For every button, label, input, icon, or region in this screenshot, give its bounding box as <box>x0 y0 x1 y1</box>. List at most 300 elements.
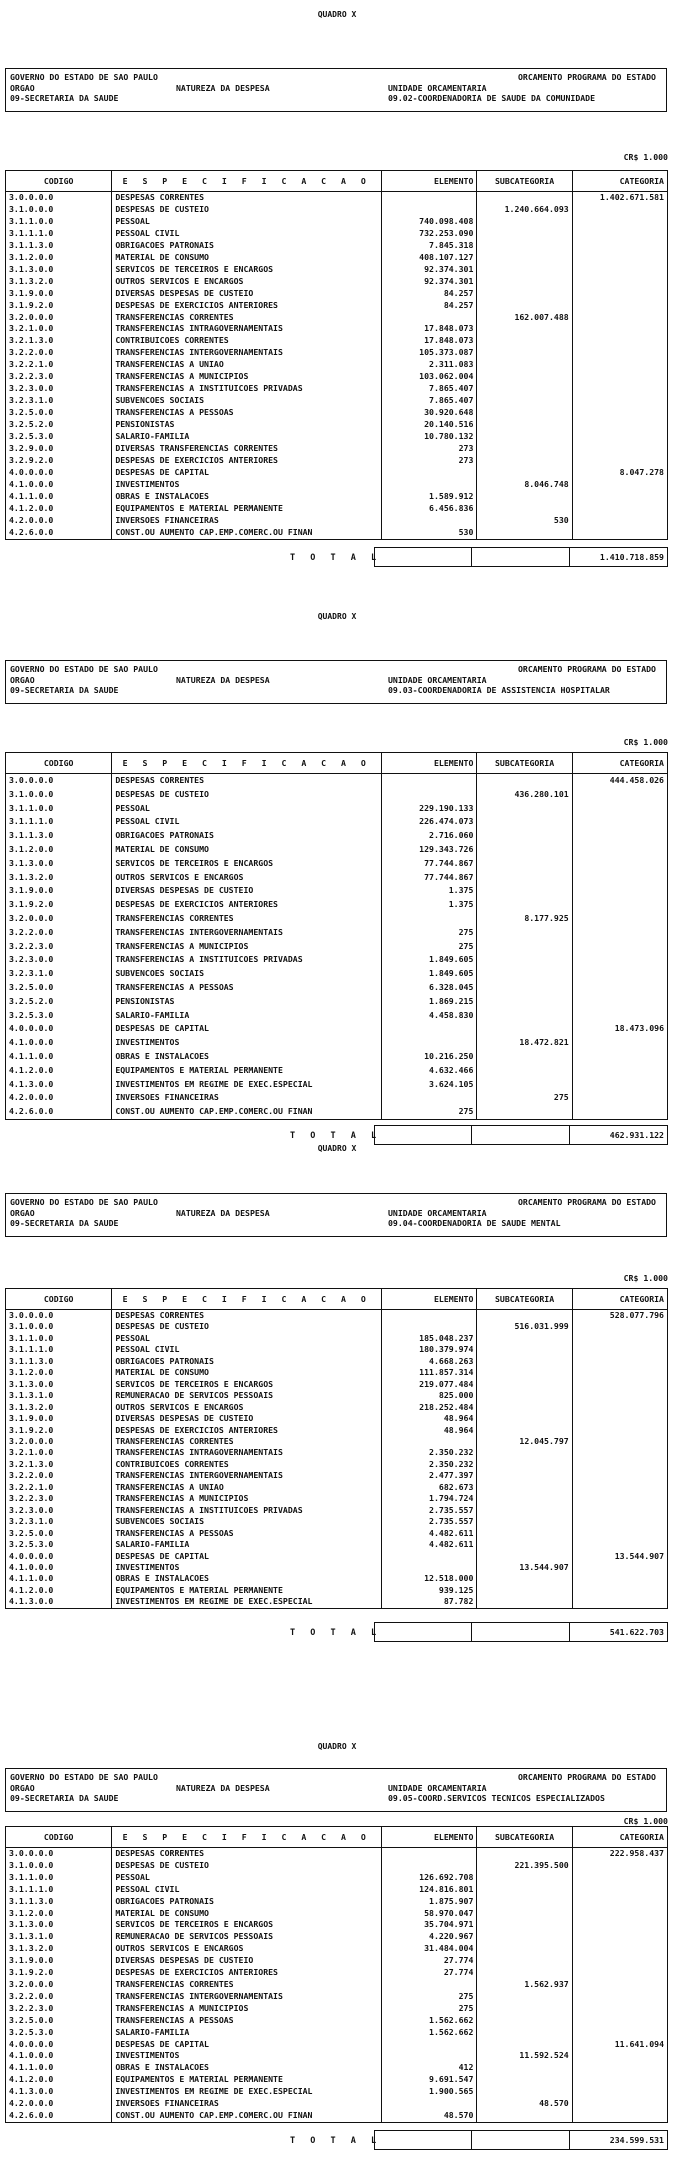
table-row <box>6 1860 668 1872</box>
subcategoria-cell <box>477 2027 572 2039</box>
codigo-cell: 3.1.3.0.0 <box>6 264 112 276</box>
categoria-cell <box>572 2050 667 2062</box>
codigo-cell: 3.1.3.1.0 <box>6 1390 112 1401</box>
categoria-cell <box>572 1105 667 1119</box>
categoria-cell <box>572 240 667 252</box>
categoria-cell <box>572 1896 667 1908</box>
natureza-label: NATUREZA DA DESPESA <box>176 674 270 685</box>
categoria-cell <box>572 491 667 503</box>
categoria-cell <box>572 926 667 940</box>
especificacao-cell: PENSIONISTAS <box>112 995 382 1009</box>
elemento-cell: 275 <box>382 2003 477 2015</box>
table-row <box>6 2074 668 2086</box>
table-row <box>6 1425 668 1436</box>
subcategoria-cell <box>477 1356 572 1367</box>
elemento-cell <box>382 912 477 926</box>
table-row <box>6 1321 668 1332</box>
subcategoria-cell <box>477 1310 572 1322</box>
unidade-value: 09.02-COORDENADORIA DE SAUDE DA COMUNIDADE <box>388 93 596 103</box>
especificacao-cell: DIVERSAS DESPESAS DE CUSTEIO <box>112 288 382 300</box>
elemento-cell <box>382 774 477 788</box>
especificacao-cell: PESSOAL CIVIL <box>112 815 382 829</box>
especificacao-cell: EQUIPAMENTOS E MATERIAL PERMANENTE <box>112 1064 382 1078</box>
categoria-cell <box>572 300 667 312</box>
especificacao-cell: SUBVENCOES SOCIAIS <box>112 1516 382 1527</box>
categoria-cell <box>572 1919 667 1931</box>
especificacao-cell: INVERSOES FINANCEIRAS <box>112 515 382 527</box>
codigo-cell: 3.2.3.1.0 <box>6 395 112 407</box>
especificacao-cell: DIVERSAS TRANSFERENCIAS CORRENTES <box>112 443 382 455</box>
elemento-cell: 1.794.724 <box>382 1493 477 1504</box>
especificacao-cell: TRANSFERENCIAS CORRENTES <box>112 312 382 324</box>
subcategoria-cell <box>477 383 572 395</box>
elemento-cell: 219.077.484 <box>382 1379 477 1390</box>
elemento-cell: 9.691.547 <box>382 2074 477 2086</box>
total-subcategoria <box>472 1623 569 1642</box>
especificacao-cell: OBRAS E INSTALACOES <box>112 491 382 503</box>
especificacao-cell: EQUIPAMENTOS E MATERIAL PERMANENTE <box>112 2074 382 2086</box>
especificacao-cell: INVESTIMENTOS EM REGIME DE EXEC.ESPECIAL <box>112 1596 382 1608</box>
table-row <box>6 1022 668 1036</box>
especificacao-cell: TRANSFERENCIAS CORRENTES <box>112 1979 382 1991</box>
table-row <box>6 1413 668 1424</box>
elemento-cell: 31.484.004 <box>382 1943 477 1955</box>
table-row <box>6 204 668 216</box>
elemento-cell: 275 <box>382 1105 477 1119</box>
subcategoria-cell <box>477 940 572 954</box>
especificacao-cell: PESSOAL <box>112 216 382 228</box>
table-row <box>6 1379 668 1390</box>
elemento-cell: 1.869.215 <box>382 995 477 1009</box>
elemento-cell: 77.744.867 <box>382 857 477 871</box>
codigo-cell: 4.1.0.0.0 <box>6 479 112 491</box>
subcategoria-cell: 8.177.925 <box>477 912 572 926</box>
elemento-cell <box>382 1321 477 1332</box>
table-row <box>6 815 668 829</box>
unidade-value: 09.04-COORDENADORIA DE SAUDE MENTAL <box>388 1218 561 1228</box>
especificacao-cell: EQUIPAMENTOS E MATERIAL PERMANENTE <box>112 1585 382 1596</box>
especificacao-cell: REMUNERACAO DE SERVICOS PESSOAIS <box>112 1931 382 1943</box>
elemento-cell <box>382 515 477 527</box>
categoria-cell: 13.544.907 <box>572 1551 667 1562</box>
subcategoria-cell <box>477 815 572 829</box>
categoria-cell <box>572 1333 667 1344</box>
codigo-cell: 3.2.5.0.0 <box>6 1528 112 1539</box>
elemento-cell: 530 <box>382 527 477 539</box>
categoria-cell: 1.402.671.581 <box>572 192 667 204</box>
especificacao-cell: TRANSFERENCIAS CORRENTES <box>112 912 382 926</box>
categoria-cell <box>572 527 667 539</box>
categoria-cell <box>572 2015 667 2027</box>
total-box <box>374 547 668 567</box>
elemento-cell: 273 <box>382 455 477 467</box>
subcategoria-cell <box>477 1344 572 1355</box>
col-categoria: CATEGORIA <box>572 171 667 192</box>
subcategoria-cell <box>477 981 572 995</box>
table-row <box>6 1908 668 1920</box>
especificacao-cell: DESPESAS DE CAPITAL <box>112 2039 382 2051</box>
subcategoria-cell: 516.031.999 <box>477 1321 572 1332</box>
subcategoria-cell <box>477 1848 572 1860</box>
categoria-cell <box>572 1991 667 2003</box>
categoria-cell <box>572 1321 667 1332</box>
table-row <box>6 788 668 802</box>
quadro-title: QUADRO X <box>317 1742 357 1751</box>
elemento-cell: 408.107.127 <box>382 252 477 264</box>
budget-table <box>5 1288 668 1609</box>
orgao-value: 09-SECRETARIA DA SAUDE <box>10 1218 119 1228</box>
table-row <box>6 940 668 954</box>
categoria-cell <box>572 371 667 383</box>
especificacao-cell: DESPESAS DE EXERCICIOS ANTERIORES <box>112 455 382 467</box>
elemento-cell: 126.692.708 <box>382 1872 477 1884</box>
unidade-label: UNIDADE ORCAMENTARIA <box>388 674 487 685</box>
especificacao-cell: OBRAS E INSTALACOES <box>112 1050 382 1064</box>
subcategoria-cell <box>477 323 572 335</box>
codigo-cell: 4.2.6.0.0 <box>6 527 112 539</box>
table-row <box>6 1482 668 1493</box>
subcategoria-cell <box>477 1943 572 1955</box>
especificacao-cell: DIVERSAS DESPESAS DE CUSTEIO <box>112 1955 382 1967</box>
subcategoria-cell <box>477 1991 572 2003</box>
categoria-cell <box>572 1585 667 1596</box>
table-row <box>6 1333 668 1344</box>
codigo-cell: 3.1.2.0.0 <box>6 1367 112 1378</box>
categoria-cell <box>572 1872 667 1884</box>
especificacao-cell: PESSOAL <box>112 1333 382 1344</box>
categoria-cell: 11.641.094 <box>572 2039 667 2051</box>
especificacao-cell: SALARIO-FAMILIA <box>112 2027 382 2039</box>
subcategoria-cell <box>477 503 572 515</box>
elemento-cell: 103.062.004 <box>382 371 477 383</box>
col-especificacao: E S P E C I F I C A C A O <box>112 171 382 192</box>
governo-label: GOVERNO DO ESTADO DE SAO PAULO <box>10 72 158 82</box>
codigo-cell: 3.2.5.0.0 <box>6 407 112 419</box>
total-box <box>374 1622 668 1642</box>
col-codigo: CODIGO <box>6 753 112 774</box>
header-box <box>5 1768 667 1812</box>
subcategoria-cell <box>477 419 572 431</box>
especificacao-cell: OUTROS SERVICOS E ENCARGOS <box>112 1943 382 1955</box>
codigo-cell: 3.1.2.0.0 <box>6 252 112 264</box>
table-row <box>6 2039 668 2051</box>
elemento-cell: 48.964 <box>382 1425 477 1436</box>
elemento-cell: 180.379.974 <box>382 1344 477 1355</box>
table-row <box>6 1390 668 1401</box>
codigo-cell: 3.2.9.2.0 <box>6 455 112 467</box>
elemento-cell: 2.716.060 <box>382 829 477 843</box>
subcategoria-cell <box>477 1482 572 1493</box>
codigo-cell: 3.1.3.2.0 <box>6 1402 112 1413</box>
elemento-cell: 939.125 <box>382 1585 477 1596</box>
categoria-cell <box>572 515 667 527</box>
codigo-cell: 3.1.0.0.0 <box>6 1860 112 1872</box>
col-elemento: ELEMENTO <box>382 753 477 774</box>
codigo-cell: 3.1.3.0.0 <box>6 1379 112 1390</box>
especificacao-cell: CONST.OU AUMENTO CAP.EMP.COMERC.OU FINAN <box>112 1105 382 1119</box>
codigo-cell: 3.1.9.0.0 <box>6 884 112 898</box>
categoria-cell <box>572 1064 667 1078</box>
table-row <box>6 1078 668 1092</box>
especificacao-cell: OBRIGACOES PATRONAIS <box>112 1356 382 1367</box>
subcategoria-cell <box>477 455 572 467</box>
subcategoria-cell <box>477 2110 572 2122</box>
table-row <box>6 967 668 981</box>
elemento-cell: 1.375 <box>382 884 477 898</box>
codigo-cell: 3.2.3.0.0 <box>6 383 112 395</box>
table-row <box>6 1470 668 1481</box>
subcategoria-cell <box>477 2003 572 2015</box>
table-row <box>6 515 668 527</box>
table-row <box>6 491 668 503</box>
elemento-cell: 92.374.301 <box>382 276 477 288</box>
codigo-cell: 3.2.5.3.0 <box>6 1009 112 1023</box>
categoria-cell <box>572 2098 667 2110</box>
table-row <box>6 1551 668 1562</box>
especificacao-cell: INVESTIMENTOS <box>112 2050 382 2062</box>
subcategoria-cell <box>477 967 572 981</box>
codigo-cell: 3.2.3.0.0 <box>6 953 112 967</box>
categoria-cell <box>572 204 667 216</box>
categoria-cell <box>572 2003 667 2015</box>
categoria-cell <box>572 264 667 276</box>
table-row <box>6 335 668 347</box>
categoria-cell <box>572 407 667 419</box>
especificacao-cell: DESPESAS DE CAPITAL <box>112 467 382 479</box>
categoria-cell <box>572 1516 667 1527</box>
elemento-cell: 7.865.407 <box>382 395 477 407</box>
table-row <box>6 2015 668 2027</box>
especificacao-cell: TRANSFERENCIAS A PESSOAS <box>112 981 382 995</box>
categoria-cell <box>572 216 667 228</box>
especificacao-cell: INVESTIMENTOS EM REGIME DE EXEC.ESPECIAL <box>112 2086 382 2098</box>
codigo-cell: 3.1.3.2.0 <box>6 1943 112 1955</box>
especificacao-cell: DIVERSAS DESPESAS DE CUSTEIO <box>112 1413 382 1424</box>
quadro-title: QUADRO X <box>317 612 357 621</box>
especificacao-cell: PESSOAL CIVIL <box>112 1344 382 1355</box>
subcategoria-cell <box>477 2086 572 2098</box>
codigo-cell: 3.1.0.0.0 <box>6 1321 112 1332</box>
codigo-cell: 3.2.5.0.0 <box>6 981 112 995</box>
col-elemento: ELEMENTO <box>382 1289 477 1310</box>
elemento-cell <box>382 1979 477 1991</box>
especificacao-cell: PESSOAL CIVIL <box>112 228 382 240</box>
especificacao-cell: TRANSFERENCIAS A PESSOAS <box>112 407 382 419</box>
table-row <box>6 898 668 912</box>
especificacao-cell: OUTROS SERVICOS E ENCARGOS <box>112 1402 382 1413</box>
table-header-row <box>6 1827 668 1848</box>
table-row <box>6 1943 668 1955</box>
especificacao-cell: DESPESAS DE CAPITAL <box>112 1551 382 1562</box>
codigo-cell: 3.1.1.3.0 <box>6 1896 112 1908</box>
codigo-cell: 3.1.1.1.0 <box>6 1884 112 1896</box>
especificacao-cell: OBRIGACOES PATRONAIS <box>112 1896 382 1908</box>
subcategoria-cell: 436.280.101 <box>477 788 572 802</box>
total-box <box>374 2130 668 2150</box>
subcategoria-cell <box>477 335 572 347</box>
categoria-cell <box>572 2062 667 2074</box>
categoria-cell <box>572 359 667 371</box>
table-row <box>6 981 668 995</box>
codigo-cell: 3.1.1.1.0 <box>6 228 112 240</box>
especificacao-cell: PESSOAL CIVIL <box>112 1884 382 1896</box>
especificacao-cell: DESPESAS CORRENTES <box>112 192 382 204</box>
codigo-cell: 3.1.9.0.0 <box>6 1955 112 1967</box>
elemento-cell: 27.774 <box>382 1967 477 1979</box>
total-box <box>374 1125 668 1145</box>
elemento-cell <box>382 788 477 802</box>
categoria-cell <box>572 1078 667 1092</box>
codigo-cell: 3.2.5.3.0 <box>6 1539 112 1550</box>
categoria-cell <box>572 829 667 843</box>
categoria-cell <box>572 1425 667 1436</box>
table-row <box>6 1539 668 1550</box>
subcategoria-cell <box>477 1050 572 1064</box>
table-row <box>6 995 668 1009</box>
table-row <box>6 1050 668 1064</box>
header-box <box>5 68 667 112</box>
table-row <box>6 2027 668 2039</box>
subcategoria-cell: 1.562.937 <box>477 1979 572 1991</box>
codigo-cell: 4.1.3.0.0 <box>6 1596 112 1608</box>
subcategoria-cell <box>477 347 572 359</box>
elemento-cell <box>382 2039 477 2051</box>
especificacao-cell: TRANSFERENCIAS INTERGOVERNAMENTAIS <box>112 926 382 940</box>
categoria-cell <box>572 1539 667 1550</box>
especificacao-cell: PESSOAL <box>112 1872 382 1884</box>
elemento-cell: 2.350.232 <box>382 1459 477 1470</box>
total-elemento <box>375 1126 472 1145</box>
categoria-cell <box>572 981 667 995</box>
especificacao-cell: DESPESAS DE CUSTEIO <box>112 204 382 216</box>
codigo-cell: 3.1.1.3.0 <box>6 240 112 252</box>
orcamento-label: ORCAMENTO PROGRAMA DO ESTADO <box>517 1197 656 1207</box>
codigo-cell: 3.2.2.0.0 <box>6 1991 112 2003</box>
codigo-cell: 3.1.3.2.0 <box>6 276 112 288</box>
subcategoria-cell <box>477 1573 572 1584</box>
orgao-value: 09-SECRETARIA DA SAUDE <box>10 1793 119 1803</box>
table-header-row <box>6 753 668 774</box>
codigo-cell: 3.1.1.1.0 <box>6 815 112 829</box>
codigo-cell: 4.1.1.0.0 <box>6 491 112 503</box>
codigo-cell: 3.1.1.0.0 <box>6 1872 112 1884</box>
categoria-cell <box>572 1402 667 1413</box>
codigo-cell: 4.0.0.0.0 <box>6 467 112 479</box>
elemento-cell: 1.589.912 <box>382 491 477 503</box>
table-header-row <box>6 171 668 192</box>
especificacao-cell: MATERIAL DE CONSUMO <box>112 843 382 857</box>
table-row <box>6 843 668 857</box>
table-row <box>6 1991 668 2003</box>
elemento-cell: 1.849.605 <box>382 967 477 981</box>
elemento-cell <box>382 1436 477 1447</box>
categoria-cell <box>572 479 667 491</box>
table-row <box>6 1872 668 1884</box>
unidade-label: UNIDADE ORCAMENTARIA <box>388 1782 487 1793</box>
table-row <box>6 252 668 264</box>
codigo-cell: 3.2.5.3.0 <box>6 431 112 443</box>
table-row <box>6 407 668 419</box>
subcategoria-cell <box>477 1551 572 1562</box>
especificacao-cell: OBRIGACOES PATRONAIS <box>112 829 382 843</box>
natureza-label: NATUREZA DA DESPESA <box>176 1782 270 1793</box>
table-row <box>6 1596 668 1608</box>
table-row <box>6 774 668 788</box>
categoria-cell <box>572 843 667 857</box>
subcategoria-cell: 8.046.748 <box>477 479 572 491</box>
especificacao-cell: TRANSFERENCIAS INTRAGOVERNAMENTAIS <box>112 323 382 335</box>
subcategoria-cell: 48.570 <box>477 2098 572 2110</box>
codigo-cell: 3.2.3.0.0 <box>6 1505 112 1516</box>
col-elemento: ELEMENTO <box>382 171 477 192</box>
subcategoria-cell <box>477 1064 572 1078</box>
categoria-cell <box>572 1470 667 1481</box>
elemento-cell: 273 <box>382 443 477 455</box>
subcategoria-cell <box>477 1596 572 1608</box>
codigo-cell: 3.1.3.0.0 <box>6 857 112 871</box>
table-row <box>6 1919 668 1931</box>
elemento-cell: 229.190.133 <box>382 802 477 816</box>
subcategoria-cell <box>477 2062 572 2074</box>
codigo-cell: 4.1.0.0.0 <box>6 1036 112 1050</box>
elemento-cell: 4.458.830 <box>382 1009 477 1023</box>
table-row <box>6 1367 668 1378</box>
especificacao-cell: SUBVENCOES SOCIAIS <box>112 395 382 407</box>
total-subcategoria <box>472 2131 569 2150</box>
codigo-cell: 3.1.3.2.0 <box>6 871 112 885</box>
subcategoria-cell <box>477 467 572 479</box>
currency-unit: CR$ 1.000 <box>623 1816 668 1826</box>
col-codigo: CODIGO <box>6 1289 112 1310</box>
categoria-cell <box>572 1356 667 1367</box>
categoria-cell <box>572 288 667 300</box>
subcategoria-cell <box>477 443 572 455</box>
table-row <box>6 1402 668 1413</box>
table-row <box>6 1967 668 1979</box>
elemento-cell: 4.668.263 <box>382 1356 477 1367</box>
table-row <box>6 857 668 871</box>
table-row <box>6 431 668 443</box>
especificacao-cell: DESPESAS CORRENTES <box>112 774 382 788</box>
budget-table <box>5 752 668 1120</box>
especificacao-cell: SERVICOS DE TERCEIROS E ENCARGOS <box>112 1379 382 1390</box>
codigo-cell: 3.2.5.2.0 <box>6 995 112 1009</box>
elemento-cell <box>382 1310 477 1322</box>
categoria-cell <box>572 1036 667 1050</box>
codigo-cell: 3.1.9.0.0 <box>6 288 112 300</box>
codigo-cell: 3.2.2.0.0 <box>6 926 112 940</box>
elemento-cell: 218.252.484 <box>382 1402 477 1413</box>
subcategoria-cell <box>477 1884 572 1896</box>
especificacao-cell: INVERSOES FINANCEIRAS <box>112 2098 382 2110</box>
categoria-cell <box>572 228 667 240</box>
table-row <box>6 1036 668 1050</box>
codigo-cell: 4.1.3.0.0 <box>6 1078 112 1092</box>
col-especificacao: E S P E C I F I C A C A O <box>112 1827 382 1848</box>
especificacao-cell: DESPESAS DE CUSTEIO <box>112 1860 382 1872</box>
table-row <box>6 347 668 359</box>
elemento-cell: 2.735.557 <box>382 1505 477 1516</box>
categoria-cell <box>572 419 667 431</box>
total-categoria: 541.622.703 <box>569 1623 667 1642</box>
elemento-cell: 7.865.407 <box>382 383 477 395</box>
subcategoria-cell <box>477 1908 572 1920</box>
especificacao-cell: DESPESAS CORRENTES <box>112 1848 382 1860</box>
elemento-cell: 1.562.662 <box>382 2015 477 2027</box>
table-row <box>6 2098 668 2110</box>
categoria-cell <box>572 898 667 912</box>
natureza-label: NATUREZA DA DESPESA <box>176 82 270 93</box>
